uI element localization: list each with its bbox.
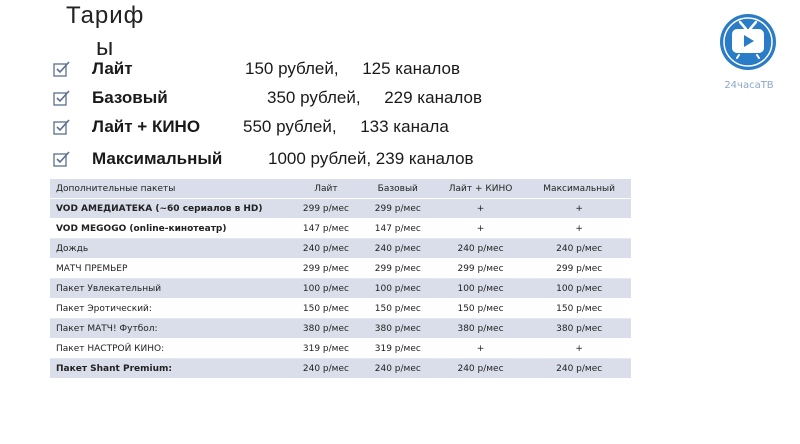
- table-header-row: [50, 179, 631, 199]
- tariff-item-basic: [52, 86, 522, 110]
- title-line-2: ы: [96, 34, 115, 61]
- tariff-name: Максимальный: [92, 149, 223, 168]
- table-cell: 150 р/мес: [527, 299, 631, 319]
- table-cell: 240 р/мес: [362, 239, 434, 259]
- table-cell: +: [434, 199, 528, 219]
- checkbox-icon: [52, 117, 72, 137]
- table-cell: 240 р/мес: [434, 359, 528, 379]
- table-row: [50, 219, 631, 239]
- tariff-item-lite: [52, 57, 522, 81]
- table-cell: 100 р/мес: [434, 279, 528, 299]
- checkbox-icon: [52, 88, 72, 108]
- table-cell: 100 р/мес: [362, 279, 434, 299]
- package-name: Пакет МАТЧ! Футбол:: [50, 319, 290, 339]
- tariff-name: Базовый: [92, 88, 168, 107]
- header-cell: Лайт + КИНО: [434, 179, 528, 199]
- package-name: Пакет Эротический:: [50, 299, 290, 319]
- table-cell: 100 р/мес: [290, 279, 362, 299]
- page-title: [66, 0, 146, 64]
- tariff-info: 550 рублей, 133 канала: [243, 117, 449, 136]
- table-cell: 150 р/мес: [434, 299, 528, 319]
- tariff-info: 350 рублей, 229 каналов: [267, 88, 483, 107]
- checkbox-icon: [52, 149, 72, 169]
- table-cell: +: [527, 219, 631, 239]
- tariff-name: Лайт + КИНО: [92, 117, 201, 136]
- tariff-item-max: [52, 147, 522, 171]
- package-name: МАТЧ ПРЕМЬЕР: [50, 259, 290, 279]
- package-name: Дождь: [50, 239, 290, 259]
- table-cell: 147 р/мес: [290, 219, 362, 239]
- table-cell: 380 р/мес: [434, 319, 528, 339]
- table-cell: 150 р/мес: [290, 299, 362, 319]
- table-cell: +: [527, 199, 631, 219]
- logo-caption: 24часаТВ: [724, 80, 774, 91]
- table-cell: 240 р/мес: [527, 239, 631, 259]
- tariff-info: 1000 рублей, 239 каналов: [268, 149, 474, 168]
- tariff-name: Лайт: [92, 59, 133, 78]
- table-cell: +: [527, 339, 631, 359]
- package-name: VOD АМЕДИАТЕКА (~60 сериалов в HD): [50, 199, 290, 219]
- table-cell: 299 р/мес: [527, 259, 631, 279]
- table-row: [50, 279, 631, 299]
- table-cell: 240 р/мес: [527, 359, 631, 379]
- package-name: Пакет НАСТРОЙ КИНО:: [50, 339, 290, 359]
- table-row: [50, 259, 631, 279]
- table-cell: 319 р/мес: [362, 339, 434, 359]
- table-cell: 380 р/мес: [290, 319, 362, 339]
- table-cell: 240 р/мес: [434, 239, 528, 259]
- package-name: Пакет Shant Premium:: [50, 359, 290, 379]
- table-row: [50, 339, 631, 359]
- table-cell: 299 р/мес: [362, 199, 434, 219]
- header-cell: Дополнительные пакеты: [50, 179, 290, 199]
- checkbox-icon: [52, 59, 72, 79]
- header-cell: Базовый: [362, 179, 434, 199]
- table-cell: 240 р/мес: [290, 359, 362, 379]
- table-row: [50, 199, 631, 219]
- package-name: VOD MEGOGO (online-кинотеатр): [50, 219, 290, 239]
- table-cell: 380 р/мес: [362, 319, 434, 339]
- table-cell: 299 р/мес: [362, 259, 434, 279]
- tariff-item-lite-kino: [52, 115, 522, 139]
- table-cell: 299 р/мес: [290, 199, 362, 219]
- additional-packages-table: [50, 179, 631, 379]
- table-row: [50, 359, 631, 379]
- table-cell: +: [434, 339, 528, 359]
- package-name: Пакет Увлекательный: [50, 279, 290, 299]
- header-cell: Лайт: [290, 179, 362, 199]
- table-row: [50, 319, 631, 339]
- table-cell: 150 р/мес: [362, 299, 434, 319]
- table-cell: 319 р/мес: [290, 339, 362, 359]
- table-cell: +: [434, 219, 528, 239]
- table-cell: 380 р/мес: [527, 319, 631, 339]
- table-cell: 147 р/мес: [362, 219, 434, 239]
- table-cell: 240 р/мес: [362, 359, 434, 379]
- table-cell: 100 р/мес: [527, 279, 631, 299]
- table-cell: 299 р/мес: [290, 259, 362, 279]
- table-row: [50, 299, 631, 319]
- title-line-1: Тариф: [66, 2, 145, 29]
- header-cell: Максимальный: [527, 179, 631, 199]
- table-row: [50, 239, 631, 259]
- table-cell: 299 р/мес: [434, 259, 528, 279]
- tariff-info: 150 рублей, 125 каналов: [245, 59, 461, 78]
- table-cell: 240 р/мес: [290, 239, 362, 259]
